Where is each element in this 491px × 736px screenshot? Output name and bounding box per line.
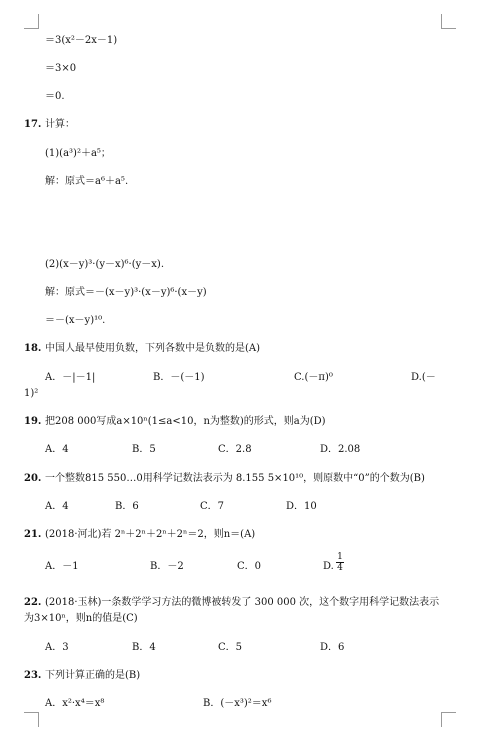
question-17-part-1: (1)(a³)²＋a⁵；	[45, 148, 111, 159]
question-18-option-d-continued: 1)²	[24, 388, 39, 399]
question-19-option-b: B．5	[132, 444, 156, 455]
question-22-number: 22.	[24, 597, 42, 608]
question-17-part-2-solution-1: 解：原式＝－(x－y)³·(x－y)⁶·(x－y)	[45, 287, 207, 298]
question-18-option-b: B．－(－1)	[153, 372, 205, 383]
page-corner-mark-bottom-left	[24, 712, 39, 727]
question-17-part-1-solution: 解：原式＝a⁶＋a⁵.	[45, 176, 129, 187]
question-17-part-2: (2)(x－y)³·(y－x)⁶·(y－x).	[45, 259, 164, 270]
question-18-option-a: A．－|－1|	[45, 372, 96, 383]
question-17-part-2-solution-2: ＝－(x－y)¹⁰.	[45, 315, 106, 326]
question-21-option-d-fraction	[336, 552, 344, 573]
question-17-number: 17.	[24, 119, 42, 130]
question-23-number: 23.	[24, 670, 42, 681]
question-19-option-a: A．4	[45, 444, 69, 455]
page-corner-mark-bottom-right	[441, 712, 456, 727]
question-18-text: 中国人最早使用负数，下列各数中是负数的是(A)	[45, 343, 261, 354]
question-19-option-d: D．2.08	[320, 444, 361, 455]
fraction-denominator: 4	[337, 563, 343, 573]
question-21-number: 21.	[24, 529, 42, 540]
solution-line-3: ＝0.	[45, 91, 65, 102]
question-22-option-a: A．3	[45, 642, 69, 653]
page-corner-mark-top-right	[441, 14, 456, 29]
question-21-option-b: B．－2	[150, 561, 184, 572]
question-22-text: (2018·玉林)一条数学学习方法的微博被转发了 300 000 次，这个数字用科学记数法表示	[45, 597, 440, 608]
question-22-option-c: C．5	[218, 642, 243, 653]
question-23-option-b: B．(－x³)²＝x⁶	[203, 698, 272, 709]
question-18-number: 18.	[24, 343, 42, 354]
question-17-text: 计算：	[45, 119, 75, 130]
question-19-option-c: C．2.8	[218, 444, 252, 455]
question-20-text: 一个整数815 550…0用科学记数法表示为 8.155 5×10¹⁰，则原数中“0”的个数为(B)	[45, 473, 425, 484]
page-corner-mark-top-left	[24, 14, 39, 29]
question-20-option-d: D．10	[286, 501, 317, 512]
fraction-numerator: 1	[337, 552, 343, 562]
solution-line-1: ＝3(x²－2x－1)	[45, 35, 118, 46]
question-21-option-d: D.	[323, 561, 334, 572]
question-19-text: 把208 000写成a×10ⁿ(1≤a<10，n为整数)的形式，则a为(D)	[45, 416, 326, 427]
question-20-number: 20.	[24, 473, 42, 484]
question-20-option-b: B．6	[115, 501, 139, 512]
question-23-option-a: A．x²·x⁴＝x⁸	[45, 698, 105, 709]
question-23-text: 下列计算正确的是(B)	[45, 670, 141, 681]
question-21-option-a: A．－1	[45, 561, 79, 572]
question-20-option-a: A．4	[45, 501, 69, 512]
question-22-text-continued: 为3×10ⁿ，则n的值是(C)	[24, 613, 138, 624]
question-18-option-c: C.(－π)⁰	[294, 372, 333, 383]
question-22-option-b: B．4	[132, 642, 156, 653]
solution-line-2: ＝3×0	[45, 63, 77, 74]
question-22-option-d: D．6	[320, 642, 345, 653]
question-21-option-c: C．0	[237, 561, 262, 572]
question-19-number: 19.	[24, 416, 42, 427]
question-20-option-c: C．7	[200, 501, 225, 512]
question-21-text: (2018·河北)若 2ⁿ＋2ⁿ＋2ⁿ＋2ⁿ＝2，则n＝(A)	[45, 529, 256, 540]
question-18-option-d: D.(－	[411, 372, 436, 383]
